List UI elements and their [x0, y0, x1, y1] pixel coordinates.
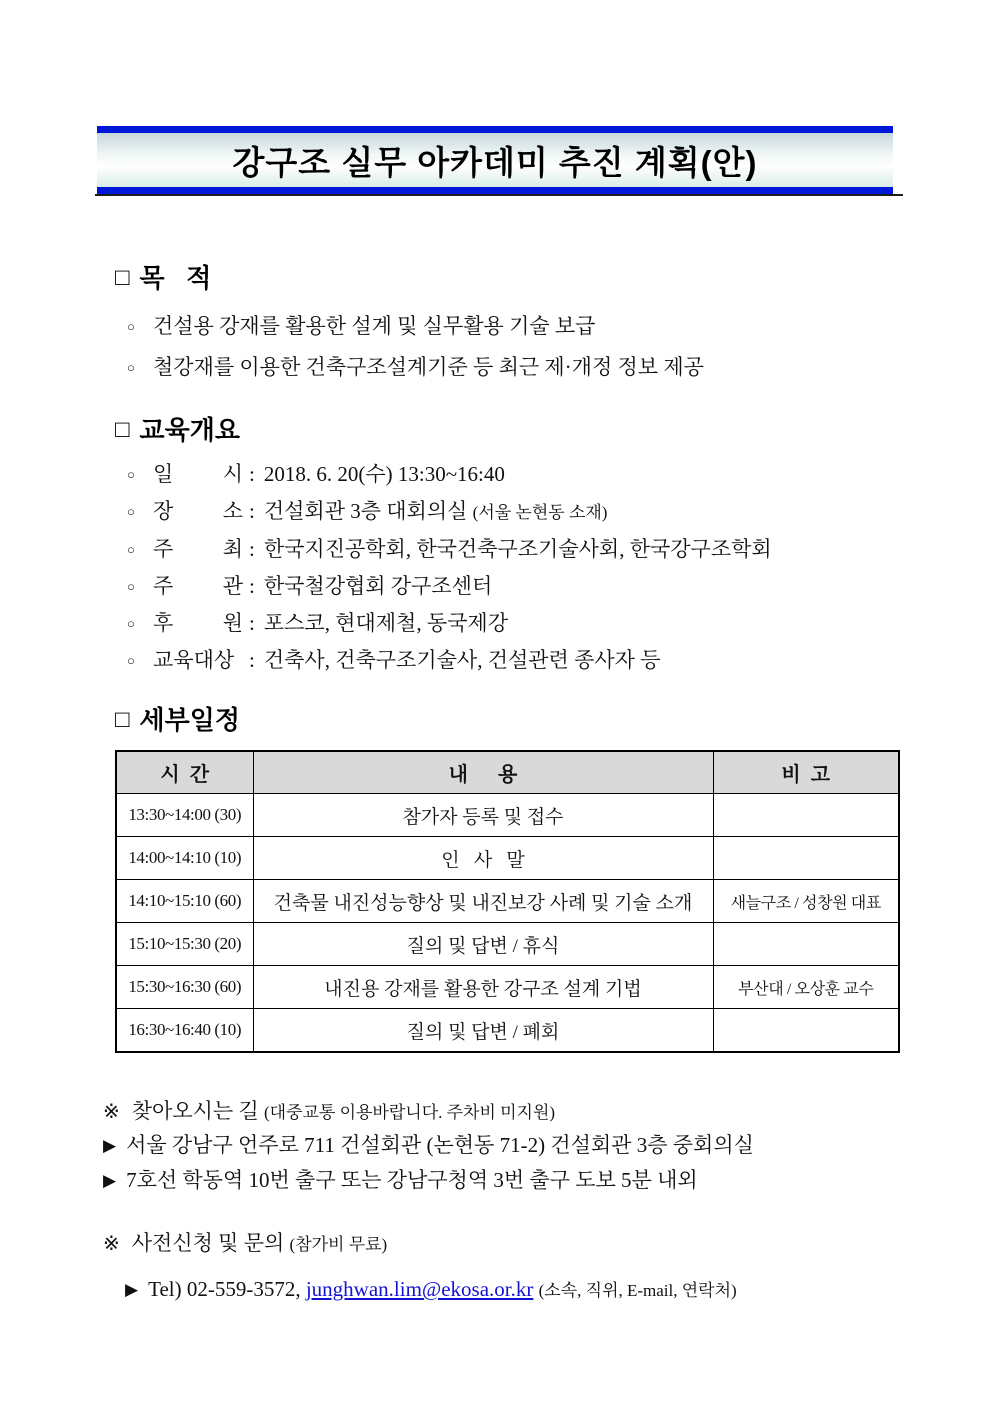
circle-bullet-icon: ○ — [127, 504, 135, 519]
field-label: 주 최 — [153, 537, 243, 561]
section-contact — [103, 1228, 933, 1302]
field-value: 한국철강협회 강구조센터 — [263, 574, 493, 598]
column-header-note: 비 고 — [713, 751, 899, 794]
contact-heading-note: (참가비 무료) — [289, 1235, 388, 1254]
circle-bullet-icon: ○ — [127, 467, 135, 482]
reference-mark-icon: ※ — [103, 1101, 120, 1123]
arrow-bullet-icon: ▶ — [103, 1136, 117, 1155]
directions-heading-note: (대중교통 이용바랍니다. 주차비 미지원) — [263, 1103, 556, 1122]
contact-heading-label: 사전신청 및 문의 — [131, 1231, 285, 1255]
email-note: (소속, 직위, E-mail, 연락처) — [538, 1281, 737, 1300]
field-value: 2018. 6. 20(수) 13:30~16:40 — [263, 462, 505, 486]
field-label: 교육대상 — [153, 648, 235, 672]
field-label: 후 원 — [153, 611, 243, 635]
label-separator: : — [249, 648, 255, 672]
list-item — [103, 1163, 933, 1198]
cell-time: 16:30~16:40 (10) — [116, 1009, 253, 1053]
table-row — [116, 923, 899, 966]
square-marker-icon: □ — [115, 264, 130, 291]
list-item — [127, 493, 905, 531]
list-item — [127, 642, 905, 679]
schedule-heading — [115, 704, 905, 736]
list-item — [127, 347, 905, 388]
schedule-heading-label: 세부일정 — [139, 705, 240, 735]
section-purpose — [115, 262, 905, 388]
email-link[interactable]: junghwan.lim@ekosa.or.kr — [305, 1277, 534, 1301]
table-row — [116, 966, 899, 1009]
directions-item-text: 7호선 학동역 10번 출구 또는 강남구청역 3번 출구 도보 5분 내외 — [126, 1168, 698, 1192]
cell-content: 인 사 말 — [253, 837, 713, 880]
arrow-bullet-icon: ▶ — [103, 1171, 117, 1190]
list-item — [103, 1128, 933, 1163]
list-item — [127, 531, 905, 568]
cell-content: 참가자 등록 및 접수 — [253, 794, 713, 837]
title-banner — [97, 126, 893, 194]
list-item — [127, 456, 905, 493]
reference-mark-icon: ※ — [103, 1233, 120, 1255]
page-title: 강구조 실무 아카데미 추진 계획(안) — [232, 143, 758, 181]
purpose-item-text: 철강재를 이용한 건축구조설계기준 등 최근 제·개정 정보 제공 — [153, 355, 704, 379]
directions-list — [103, 1128, 933, 1198]
cell-content: 질의 및 답변 / 폐회 — [253, 1009, 713, 1053]
label-separator: : — [249, 537, 255, 561]
purpose-item-text: 건설용 강재를 활용한 설계 및 실무활용 기술 보급 — [153, 314, 596, 338]
square-marker-icon: □ — [115, 416, 130, 443]
contact-heading — [103, 1228, 933, 1260]
field-value: 한국지진공학회, 한국건축구조기술사회, 한국강구조학회 — [263, 537, 772, 561]
label-separator: : — [249, 499, 255, 523]
overview-heading — [115, 414, 905, 446]
square-marker-icon: □ — [115, 706, 130, 733]
field-label: 장 소 — [153, 499, 243, 523]
field-note: (서울 논현동 소재) — [472, 503, 608, 522]
cell-time: 15:10~15:30 (20) — [116, 923, 253, 966]
field-value: 건축사, 건축구조기술사, 건설관련 종사자 등 — [263, 648, 661, 672]
table-row — [116, 880, 899, 923]
cell-content: 건축물 내진성능향상 및 내진보강 사례 및 기술 소개 — [253, 880, 713, 923]
label-separator: : — [249, 611, 255, 635]
overview-heading-label: 교육개요 — [139, 415, 240, 445]
table-row — [116, 794, 899, 837]
circle-bullet-icon: ○ — [127, 653, 135, 668]
field-value: 건설회관 3층 대회의실 — [263, 499, 468, 523]
section-directions — [103, 1096, 933, 1198]
cell-note — [713, 794, 899, 837]
cell-note — [713, 837, 899, 880]
purpose-heading-label: 목 적 — [139, 263, 212, 293]
purpose-heading — [115, 262, 905, 294]
circle-bullet-icon: ○ — [127, 616, 135, 631]
list-item — [127, 568, 905, 605]
table-row — [116, 837, 899, 880]
section-schedule — [115, 704, 905, 1053]
table-header-row — [116, 751, 899, 794]
circle-bullet-icon: ○ — [127, 579, 135, 594]
directions-item-text: 서울 강남구 언주로 711 건설회관 (논현동 71-2) 건설회관 3층 중회의실 — [126, 1133, 754, 1157]
arrow-bullet-icon: ▶ — [125, 1280, 139, 1299]
overview-list — [127, 456, 905, 679]
contact-tel-line — [125, 1276, 933, 1302]
cell-content: 질의 및 답변 / 휴식 — [253, 923, 713, 966]
schedule-table — [115, 750, 900, 1053]
banner-body — [97, 133, 893, 187]
label-separator: : — [249, 462, 255, 486]
list-item — [127, 605, 905, 642]
list-item — [127, 306, 905, 347]
directions-heading — [103, 1096, 933, 1128]
table-row — [116, 1009, 899, 1053]
directions-heading-label: 찾아오시는 길 — [131, 1099, 259, 1123]
purpose-list — [127, 306, 905, 388]
tel-number: Tel) 02-559-3572, — [148, 1277, 301, 1301]
column-header-content: 내 용 — [253, 751, 713, 794]
cell-note: 부산대 / 오상훈 교수 — [713, 966, 899, 1009]
banner-top-bar — [97, 126, 893, 133]
field-label: 일 시 — [153, 462, 243, 486]
cell-content: 내진용 강재를 활용한 강구조 설계 기법 — [253, 966, 713, 1009]
cell-note — [713, 923, 899, 966]
banner-shadow-line — [95, 194, 903, 196]
field-label: 주 관 — [153, 574, 243, 598]
banner-bottom-bar — [97, 187, 893, 194]
cell-time: 13:30~14:00 (30) — [116, 794, 253, 837]
cell-time: 15:30~16:30 (60) — [116, 966, 253, 1009]
label-separator: : — [249, 574, 255, 598]
cell-time: 14:00~14:10 (10) — [116, 837, 253, 880]
field-value: 포스코, 현대제철, 동국제강 — [263, 611, 508, 635]
circle-bullet-icon: ○ — [127, 360, 135, 375]
cell-note — [713, 1009, 899, 1053]
circle-bullet-icon: ○ — [127, 319, 135, 334]
cell-note: 새늘구조 / 성창원 대표 — [713, 880, 899, 923]
circle-bullet-icon: ○ — [127, 542, 135, 557]
section-overview — [115, 414, 905, 679]
cell-time: 14:10~15:10 (60) — [116, 880, 253, 923]
column-header-time: 시 간 — [116, 751, 253, 794]
